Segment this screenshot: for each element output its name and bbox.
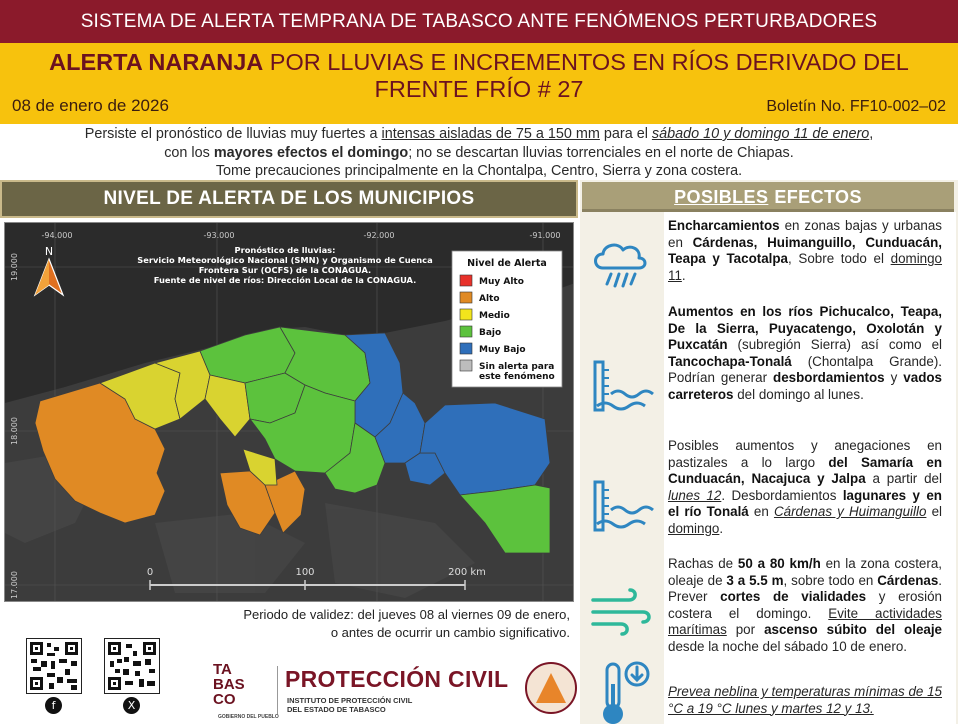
- intro-rain-amount: intensas aisladas de 75 a 150 mm: [381, 126, 600, 142]
- effect-text-part: .: [681, 267, 686, 283]
- legend-title: Nivel de Alerta: [467, 258, 547, 269]
- effect-text-part: . Desbordamientos: [721, 487, 843, 503]
- source-line: Servicio Meteorológico Nacional (SMN) y Organismo de Cuenca: [137, 255, 433, 265]
- effect-text-part: Prevea neblina y temperaturas mínimas de 15 °C a 19 °C lunes y martes 12 y 13.: [668, 684, 942, 716]
- proteccion-civil-title: PROTECCIÓN CIVIL: [285, 666, 509, 692]
- lat-label: 19.000: [10, 253, 19, 281]
- qr-code-icon: [27, 639, 81, 693]
- tabasco-logo-sub: GOBIERNO DEL PUEBLO: [218, 714, 279, 720]
- legend-swatch: [460, 360, 472, 371]
- effect-text-part: el: [926, 504, 942, 519]
- effect-text-part: , sobre todo en: [783, 572, 878, 588]
- effect-text-part: .: [719, 520, 724, 536]
- proteccion-civil-subtitle: [287, 696, 412, 714]
- intro-text: [0, 124, 958, 180]
- effect-text-part: desde la noche del sábado 10 de enero.: [668, 638, 907, 654]
- alert-title-rest: POR LLUVIAS E INCREMENTOS EN RÍOS DERIVADO DEL: [263, 49, 909, 75]
- qr-code-x[interactable]: [104, 638, 160, 694]
- map-section-title: [0, 180, 578, 218]
- intro-precautions: Tome precauciones principalmente en la Chontalpa, Centro, Sierra y zona costera.: [215, 163, 743, 179]
- qr-code-icon: [105, 639, 159, 693]
- qr-code-facebook[interactable]: [26, 638, 82, 694]
- legend-label: Alto: [479, 294, 500, 304]
- effect-text-part: vados carreteros: [668, 370, 942, 402]
- intro-text-part: ,: [869, 126, 874, 142]
- source-line: Fuente de nivel de ríos: Dirección Local de la CONAGUA.: [153, 275, 417, 285]
- x-icon[interactable]: [123, 697, 140, 714]
- lon-label: -92.000: [363, 231, 395, 240]
- effect-text-part: Cárdenas: [877, 572, 939, 588]
- effect-flooding: [668, 218, 942, 284]
- source-line: Frontera Sur (OCFS) de la CONAGUA.: [198, 265, 372, 275]
- legend-label: Muy Bajo: [479, 345, 526, 355]
- effect-text-part: Cárdenas, Huimanguillo, Cunduacán, Teapa y Tacotalpa: [668, 234, 942, 266]
- effect-text-part: Evite actividades marítimas: [668, 605, 942, 637]
- legend-label: Bajo: [479, 328, 502, 338]
- effects-title-effects: EFECTOS: [774, 186, 862, 207]
- pc-sub-line: INSTITUTO DE PROTECCIÓN CIVIL: [287, 696, 413, 705]
- intro-main-effects: mayores efectos el domingo: [213, 144, 409, 161]
- effect-text-part: Rachas de: [668, 556, 738, 571]
- thermometer-cold-icon: [585, 658, 657, 724]
- effect-text-part: 3 a 5.5 m: [726, 572, 784, 588]
- pc-sub-line: DEL ESTADO DE TABASCO: [287, 705, 386, 714]
- legend-label: Sin alerta para: [479, 362, 555, 372]
- legend-swatch: [460, 309, 472, 320]
- facebook-glyph: f: [51, 699, 56, 712]
- validity-line: Periodo de validez: del jueves 08 al viernes 09 de enero,: [243, 607, 570, 622]
- intro-text-part: con los: [164, 144, 214, 161]
- intro-text-part: Persiste el pronóstico de lluvias muy fuertes a: [84, 126, 382, 142]
- effect-text-part: en la zona costera, oleaje de: [668, 556, 942, 588]
- effect-text-part: ascenso súbito del oleaje: [764, 622, 943, 637]
- map-legend: [452, 251, 562, 387]
- tabasco-logo-line: TA: [213, 661, 232, 678]
- rain-cloud-icon: [585, 230, 657, 302]
- scale-label-200: 200 km: [448, 567, 486, 578]
- effect-text-part: por: [726, 622, 765, 637]
- effect-wind-waves: [668, 556, 942, 655]
- facebook-icon[interactable]: [45, 697, 62, 714]
- effect-text-part: Encharcamientos: [668, 218, 780, 233]
- footer-logos: [205, 660, 575, 722]
- effect-text-part: Posibles aumentos y anegaciones en pastizales a lo largo: [668, 438, 942, 470]
- effect-text-part: cortes de vialidades: [720, 589, 867, 604]
- scale-label-100: 100: [295, 567, 315, 578]
- validity-line: o antes de ocurrir un cambio significativo.: [330, 625, 570, 640]
- effect-text-part: lunes 12: [668, 487, 722, 503]
- system-title: SISTEMA DE ALERTA TEMPRANA DE TABASCO ANTE FENÓMENOS PERTURBADORES: [80, 10, 878, 32]
- scale-label-0: 0: [146, 567, 154, 578]
- effect-text-part: , Sobre todo el: [788, 251, 891, 266]
- water-level-icon: [585, 470, 657, 542]
- lat-label: 17.000: [10, 571, 19, 599]
- effect-text-part: en: [748, 504, 774, 519]
- legend-swatch: [460, 292, 472, 303]
- effect-river-rise: [668, 304, 942, 403]
- alert-title-line2: FRENTE FRÍO # 27: [374, 76, 584, 102]
- x-glyph: X: [127, 699, 136, 712]
- effect-text-part: desbordamientos: [773, 370, 885, 385]
- legend-swatch: [460, 326, 472, 337]
- alert-level: ALERTA NARANJA: [49, 49, 264, 75]
- effect-text-part: . Prever: [668, 572, 943, 604]
- lon-label: -93.000: [203, 231, 235, 240]
- bulletin-number: Boletín No. FF10-002–02: [766, 98, 946, 115]
- effects-title-possible: POSIBLES: [674, 186, 769, 207]
- alert-title: [0, 49, 958, 103]
- water-level-icon: [585, 350, 657, 422]
- validity-period: [180, 606, 570, 642]
- effect-text-part: Cárdenas y Huimanguillo: [773, 504, 927, 519]
- intro-text-part: ; no se descartan lluvias torrenciales en el norte de Chiapas.: [408, 144, 794, 161]
- effect-text-part: Aumentos en los ríos Pichucalco, Teapa, De la Sierra, Puyacatengo, Oxolotán y Puxcatán: [668, 304, 942, 352]
- proteccion-civil-seal-icon: [525, 662, 577, 714]
- issue-date: 08 de enero de 2026: [12, 96, 169, 115]
- legend-label: Muy Alto: [479, 277, 524, 287]
- effect-text-part: del domingo al lunes.: [733, 386, 864, 402]
- map-svg: [5, 223, 574, 602]
- map-section-title-text: NIVEL DE ALERTA DE LOS MUNICIPIOS: [103, 188, 475, 209]
- alert-map[interactable]: [4, 222, 574, 602]
- effect-text-part: domingo 11: [668, 251, 943, 283]
- intro-text-part: para el: [599, 126, 652, 142]
- effect-text-part: 50 a 80 km/h: [737, 556, 821, 571]
- system-title-bar: [0, 0, 958, 43]
- effects-header: [582, 182, 954, 212]
- svg-text:N: N: [44, 245, 54, 258]
- lon-label: -94.000: [41, 231, 73, 240]
- lat-label: 18.000: [10, 417, 19, 445]
- effect-text-part: Tancochapa-Tonalá: [668, 353, 792, 369]
- source-line: Pronóstico de lluvias:: [234, 245, 336, 255]
- legend-label: este fenómeno: [479, 372, 555, 382]
- legend-swatch: [460, 343, 472, 354]
- lon-label: -91.000: [529, 231, 561, 240]
- wind-waves-icon: [585, 578, 657, 650]
- effect-pasture-flooding: [668, 438, 942, 537]
- tabasco-logo: [213, 661, 279, 720]
- logo-divider: [277, 666, 278, 714]
- legend-label: Medio: [479, 311, 510, 321]
- effect-text-part: del Samaría en Cunduacán, Nacajuca y Jalpa: [668, 454, 942, 486]
- effects-panel: [580, 180, 958, 724]
- intro-dates: sábado 10 y domingo 11 de enero: [651, 126, 870, 142]
- alert-header: [0, 43, 958, 124]
- effect-text-part: y: [884, 370, 904, 385]
- effect-text-part: y erosión costera el domingo.: [668, 589, 943, 621]
- effect-text-part: (Chontalpa Grande). Podrían generar: [668, 353, 942, 385]
- effect-text-part: lagunares y en el río Tonalá: [668, 487, 942, 519]
- effect-text-part: (subregión Sierra) así como el: [727, 337, 942, 352]
- effect-text-part: a partir del: [865, 471, 942, 486]
- tabasco-logo-line: CO: [213, 691, 236, 708]
- effect-text-part: domingo: [668, 520, 720, 536]
- effect-text-part: en zonas bajas y urbanas en: [668, 218, 942, 250]
- tabasco-logo-line: BAS: [213, 676, 245, 693]
- effect-fog-temperature: [668, 684, 942, 717]
- legend-swatch: [460, 275, 472, 286]
